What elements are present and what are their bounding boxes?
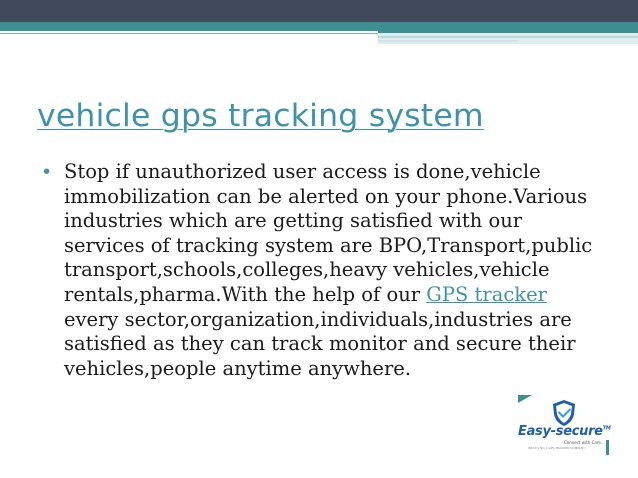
- logo-tagline: Connect with Care...: [564, 440, 605, 445]
- easy-secure-logo: [514, 398, 614, 450]
- bullet-dot-icon: •: [41, 161, 53, 183]
- header-divider: [0, 33, 378, 34]
- logo-subtitle: INDIA'S NO.1 GPS TRACKER COMPANY: [528, 446, 585, 450]
- bullet-text: [64, 160, 601, 381]
- header-right-inner: [378, 33, 638, 44]
- header-right-line: [378, 40, 518, 42]
- shield-icon: [551, 399, 577, 427]
- bullet-item: [41, 160, 601, 381]
- slide-title: vehicle gps tracking system: [37, 98, 484, 134]
- logo-trademark: TM: [602, 425, 611, 432]
- bullet-text-part1: Stop if unauthorized user access is done,vehicle immobilization can be alerted on your phone.Various industries which are getting satisfied with our services of tracking system are BPO,Transport,public transport,schools,colleges,heavy vehicles,vehicle rentals,pharma.With the help of our: [64, 160, 593, 306]
- logo-name: Easy-secure: [518, 424, 603, 439]
- header-dark-band: [0, 0, 638, 22]
- header-right-line: [378, 36, 638, 38]
- gps-tracker-link[interactable]: GPS tracker: [426, 282, 547, 306]
- logo-wordmark: [518, 424, 611, 439]
- bullet-text-part2: every sector,organization,individuals,industries are satisfied as they can track monitor and secure their vehicles,people anytime anywhere.: [64, 307, 576, 380]
